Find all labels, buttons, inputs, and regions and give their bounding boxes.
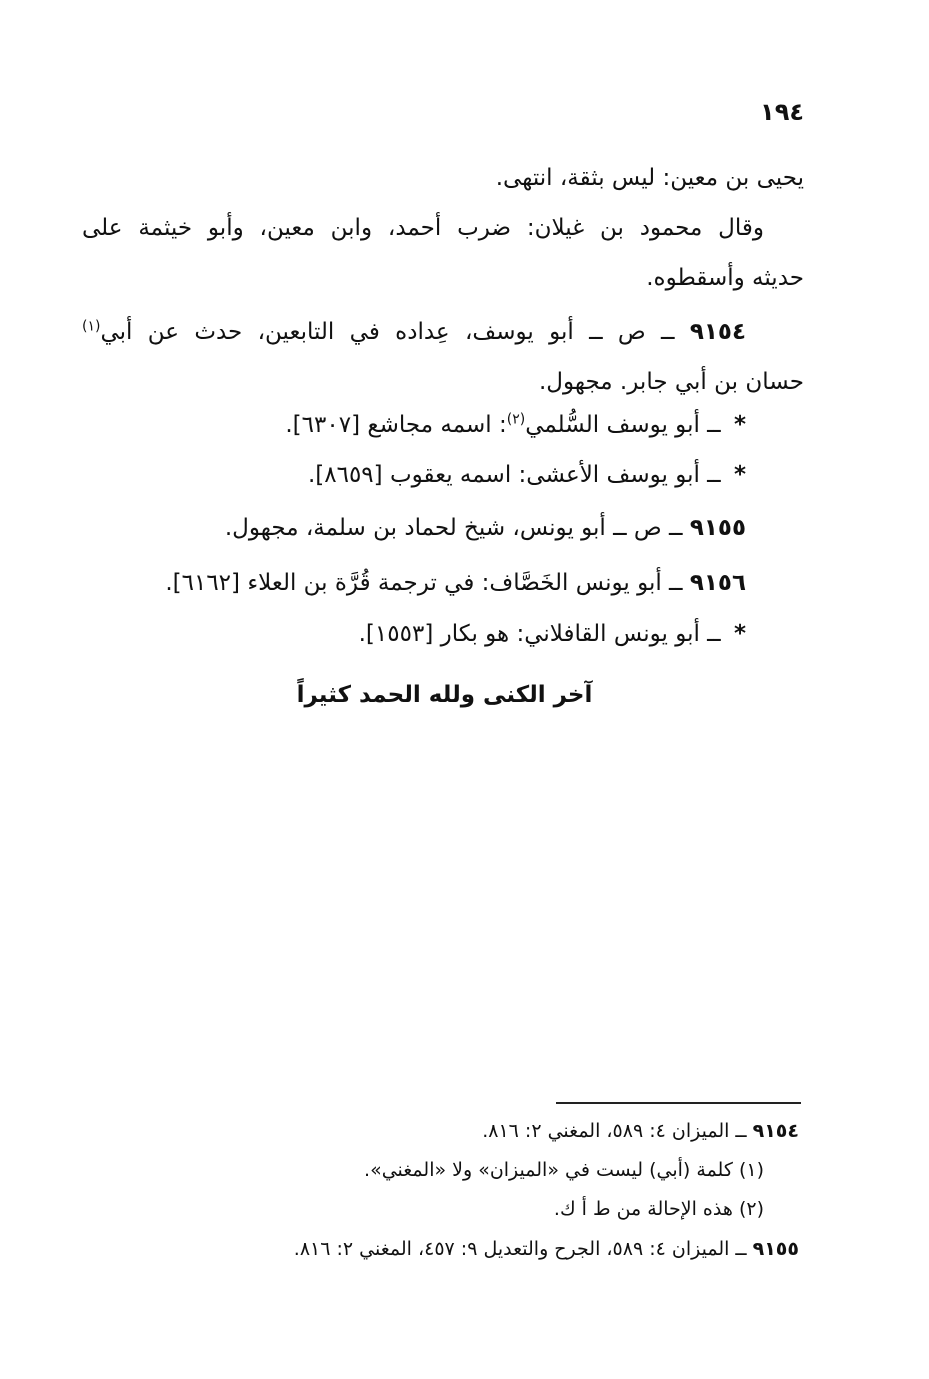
entry-text: ــ أبو يونس الخَصَّاف: في ترجمة قُرَّة بن العلاء [٦١٦٢]. <box>165 570 683 596</box>
text-line: حديثه وأسقطوه. <box>646 265 804 291</box>
asterisk-icon: * <box>733 621 746 647</box>
asterisk-icon: * <box>733 462 746 488</box>
cross-ref-text: ــ أبو يونس القافلاني: هو بكار [١٥٥٣]. <box>358 621 721 647</box>
entry-text: ــ ص ــ أبو يونس، شيخ لحماد بن سلمة، مجهول. <box>224 515 683 541</box>
footnote-text: ــ الميزان ٤: ٥٨٩، الجرح والتعديل ٩: ٤٥٧، المغني ٢: ٨١٦. <box>293 1238 747 1260</box>
footnote-ref: (٢) <box>506 411 526 428</box>
footnote-mark: (٢) <box>738 1198 764 1220</box>
entry-9154 <box>82 317 746 347</box>
cross-ref-line <box>285 410 746 440</box>
entry-number: ٩١٥٥ <box>689 515 746 541</box>
cross-ref-rest: : اسمه مجاشع [٦٣٠٧]. <box>285 412 507 438</box>
cross-ref-text: ــ أبو يوسف السُّلمي <box>525 412 721 438</box>
footnote-number: ٩١٥٤ <box>752 1120 799 1142</box>
footnote-line <box>554 1196 764 1222</box>
cross-ref-line <box>359 619 746 649</box>
footnote-text: ــ الميزان ٤: ٥٨٩، المغني ٢: ٨١٦. <box>482 1120 747 1142</box>
text-line: حسان بن أبي جابر. مجهول. <box>538 369 804 395</box>
cross-ref-line <box>308 460 746 490</box>
page-number: ١٩٤ <box>760 98 804 126</box>
text-line: يحيى بن معين: ليس بثقة، انتهى. <box>495 165 804 191</box>
footnote-line <box>364 1157 764 1183</box>
entry-number: ٩١٥٦ <box>689 570 746 596</box>
text-line: وقال محمود بن غيلان: ضرب أحمد، وابن معين، وأبو خيثمة على <box>82 215 764 241</box>
asterisk-icon: * <box>733 412 746 438</box>
entry-number: ٩١٥٤ <box>689 319 747 345</box>
footnote-ref: (١) <box>82 318 101 335</box>
footnote-line <box>294 1236 799 1262</box>
cross-ref-text: ــ أبو يوسف الأعشى: اسمه يعقوب [٨٦٥٩]. <box>307 462 721 488</box>
footnote-text: هذه الإحالة من ط أ ك. <box>553 1198 733 1220</box>
footnote-number: ٩١٥٥ <box>752 1238 799 1260</box>
closing-line: آخر الكنى ولله الحمد كثيراً <box>296 682 593 708</box>
footnote-text: كلمة (أبي) ليست في «الميزان» ولا «المغني». <box>364 1159 733 1181</box>
entry-9156 <box>165 568 746 598</box>
footnote-divider <box>556 1102 801 1104</box>
entry-9155 <box>225 513 746 543</box>
entry-text: ــ ص ــ أبو يوسف، عِداده في التابعين، حدث عن أبي <box>100 319 675 345</box>
footnote-mark: (١) <box>738 1159 764 1181</box>
footnote-line <box>482 1118 799 1144</box>
